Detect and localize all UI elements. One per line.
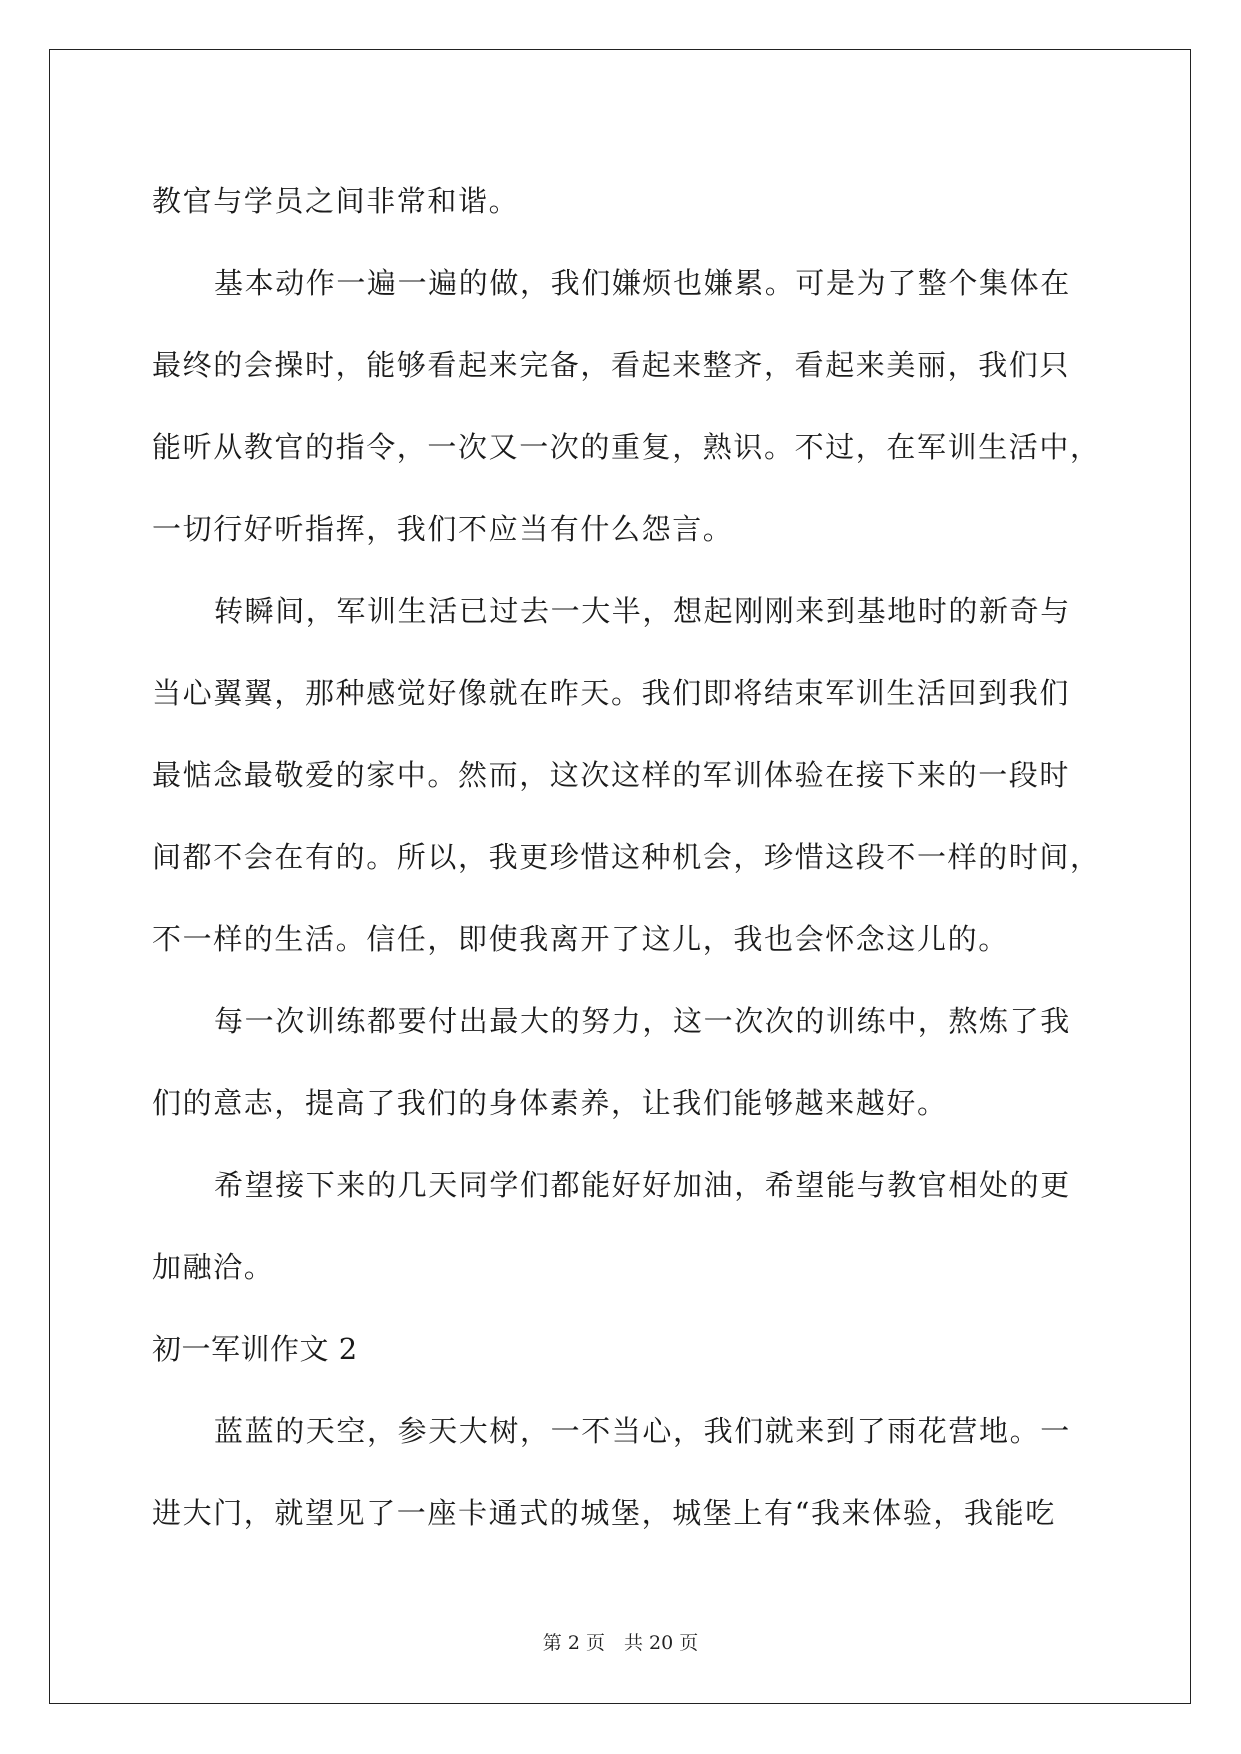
text-line-12: 们的意志，提高了我们的身体素养，让我们能够越来越好。 [152, 1086, 948, 1120]
text-line-16: 蓝蓝的天空，参天大树，一不当心，我们就来到了雨花营地。一 [214, 1414, 1071, 1448]
text-line-2: 基本动作一遍一遍的做，我们嫌烦也嫌累。可是为了整个集体在 [214, 266, 1071, 300]
text-line-13: 希望接下来的几天同学们都能好好加油，希望能与教官相处的更 [214, 1168, 1071, 1202]
text-line-4: 能听从教官的指令，一次又一次的重复，熟识。不过，在军训生活中， [152, 430, 1101, 464]
text-line-7: 当心翼翼，那种感觉好像就在昨天。我们即将结束军训生活回到我们 [152, 676, 1071, 710]
text-line-11: 每一次训练都要付出最大的努力，这一次次的训练中，熬炼了我 [214, 1004, 1071, 1038]
text-line-5: 一切行好听指挥，我们不应当有什么怨言。 [152, 512, 734, 546]
section-heading: 初一军训作文 2 [152, 1332, 358, 1366]
text-line-6: 转瞬间，军训生活已过去一大半，想起刚刚来到基地时的新奇与 [214, 594, 1071, 628]
page-number-footer: 第 2 页 共 20 页 [542, 1632, 699, 1654]
text-line-17: 进大门，就望见了一座卡通式的城堡，城堡上有“我来体验，我能吃 [152, 1496, 1056, 1530]
text-line-3: 最终的会操时，能够看起来完备，看起来整齐，看起来美丽，我们只 [152, 348, 1071, 382]
text-line-1: 教官与学员之间非常和谐。 [152, 184, 520, 218]
text-line-8: 最惦念最敬爱的家中。然而，这次这样的军训体验在接下来的一段时 [152, 758, 1071, 792]
document-body [152, 160, 1101, 1554]
text-line-9: 间都不会在有的。所以，我更珍惜这种机会，珍惜这段不一样的时间， [152, 840, 1101, 874]
text-line-10: 不一样的生活。信任，即使我离开了这儿，我也会怀念这儿的。 [152, 922, 1009, 956]
text-line-14: 加融洽。 [152, 1250, 275, 1284]
